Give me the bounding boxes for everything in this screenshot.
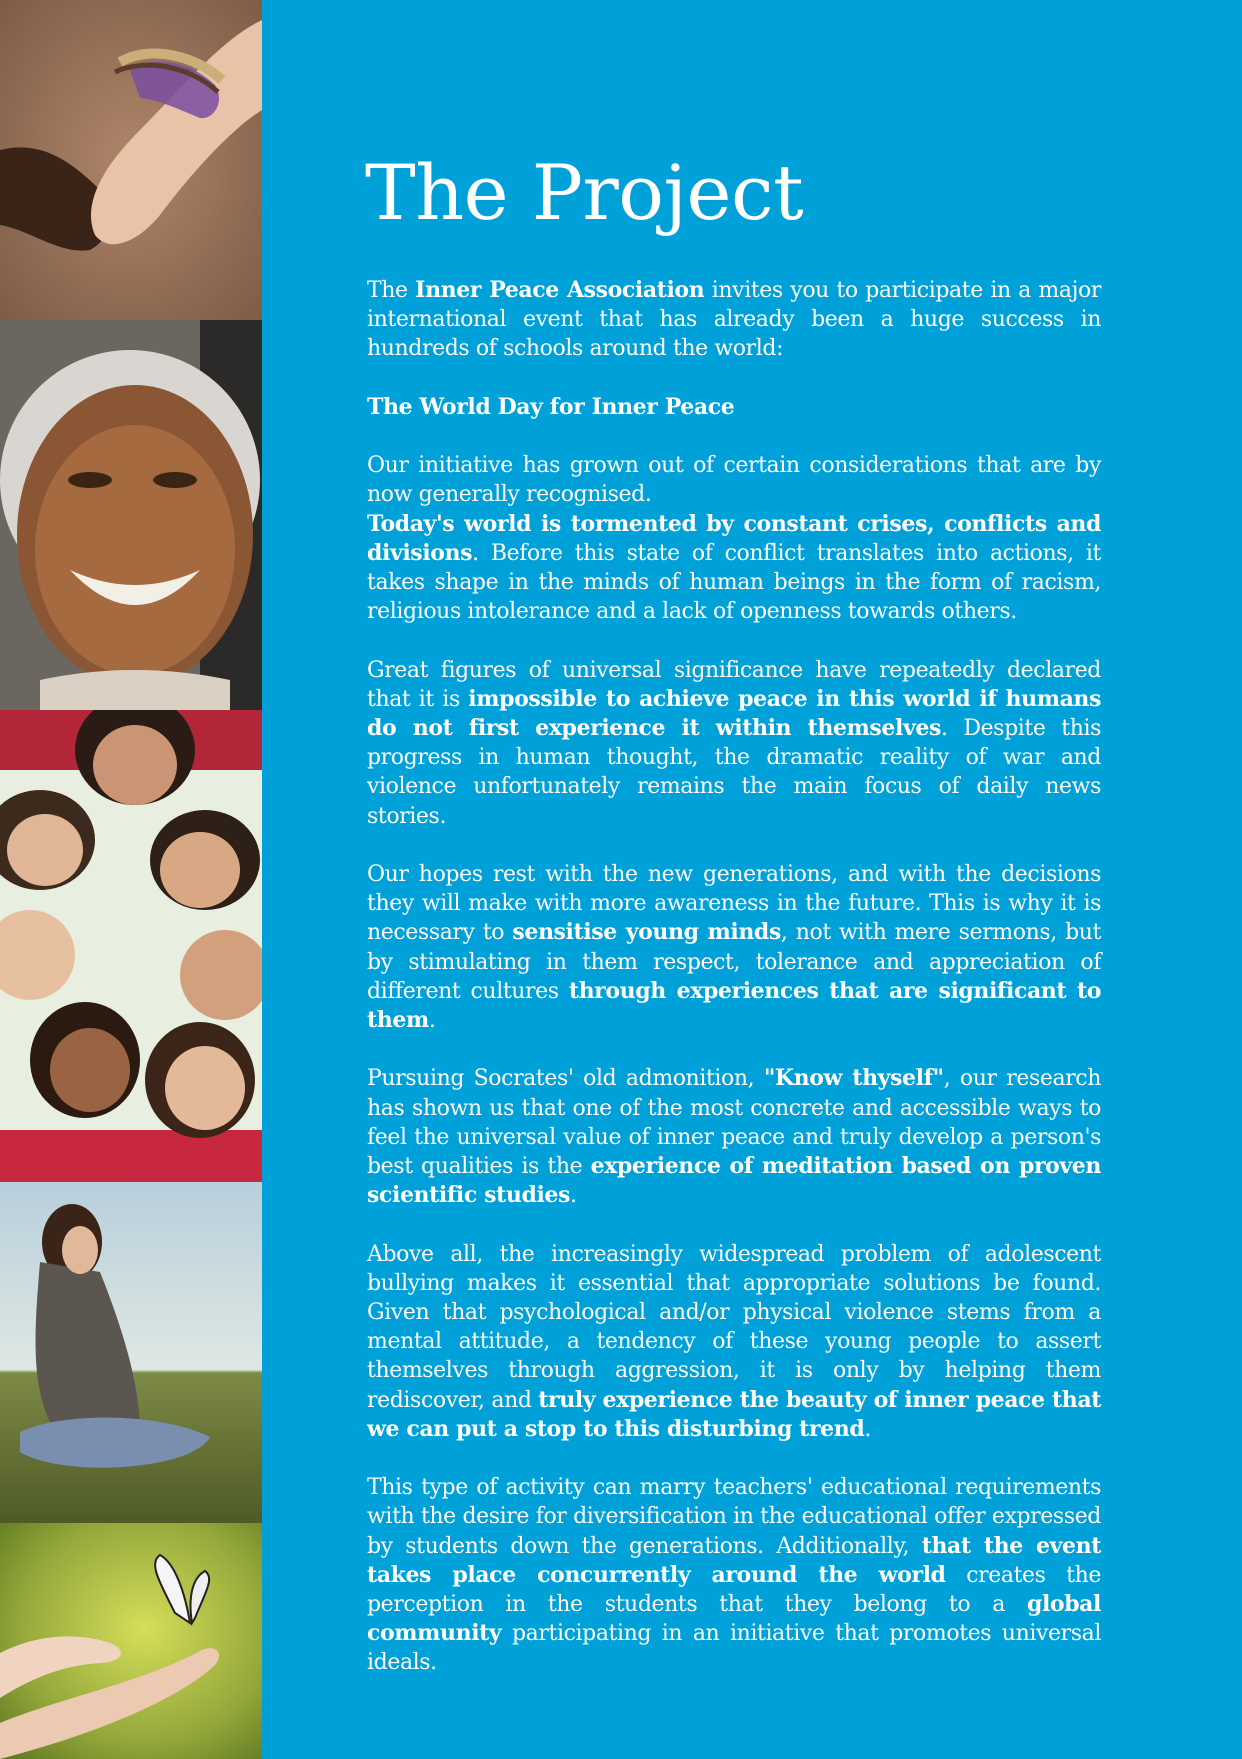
paragraph-great-figures: Great figures of universal significance have repeatedly declared that it is impossible to achieve peace in this world if humans do not first experience it within themselves. Despite this progress in human thought, the dramatic reality of war and violence unfortunately remains the main focus of daily news stories. — [367, 657, 1102, 829]
paragraph-bullying: Above all, the increasingly widespread problem of adolescent bullying makes it essential that appropriate solutions be found. Given that psychological and/or physical violence stems from a mental attitude, a tendency of these young people to assert themselves through aggression, it is only by helping them rediscover, and truly experience the beauty of inner peace that we can put a stop to this disturbing trend. — [367, 1241, 1101, 1442]
paragraph-initiative: Our initiative has grown out of certain considerations that are by now generally recognised. — [367, 453, 1101, 508]
photo-strip — [0, 0, 262, 1759]
page-title: The Project — [365, 148, 804, 237]
paragraph-event-name: The World Day for Inner Peace — [367, 393, 735, 420]
main-content — [262, 0, 1242, 1759]
paragraph-activity: This type of activity can marry teachers' educational requirements with the desire for diversification in the educational offer expressed by students down the generations. Additionally, that the event takes place concurrently around the world creates the perception in the students that they belong to a global community participating in an initiative that promotes universal ideals. — [367, 1475, 1102, 1676]
smiling-elder-portrait-photo — [0, 320, 262, 710]
circle-of-smiling-faces-photo — [0, 710, 262, 1182]
paragraph-intro: The Inner Peace Association invites you to participate in a major international event that has already been a huge success in hundreds of schools around the world: — [367, 277, 1101, 362]
butterfly-on-finger-photo — [0, 1523, 262, 1759]
article-body — [367, 276, 1101, 1707]
holding-hands-photo — [0, 0, 262, 320]
meditating-woman-in-field-photo — [0, 1182, 262, 1523]
paragraph-new-generations: Our hopes rest with the new generations, and with the decisions they will make with more awareness in the future. This is why it is necessary to sensitise young minds, not with mere sermons, but by stimulating in them respect, tolerance and appreciation of different cultures through experiences that are significant to them. — [367, 862, 1102, 1034]
paragraph-socrates: Pursuing Socrates' old admonition, "Know thyself", our research has shown us that one of the most concrete and accessible ways to feel the universal value of inner peace and truly develop a person's best qualities is the experience of meditation based on proven scientific studies. — [367, 1065, 1102, 1209]
paragraph-todays-world: Today's world is tormented by constant crises, conflicts and divisions. Before this state of conflict translates into actions, it takes shape in the minds of human beings in the form of racism, religious intolerance and a lack of openness towards others. — [367, 510, 1101, 625]
